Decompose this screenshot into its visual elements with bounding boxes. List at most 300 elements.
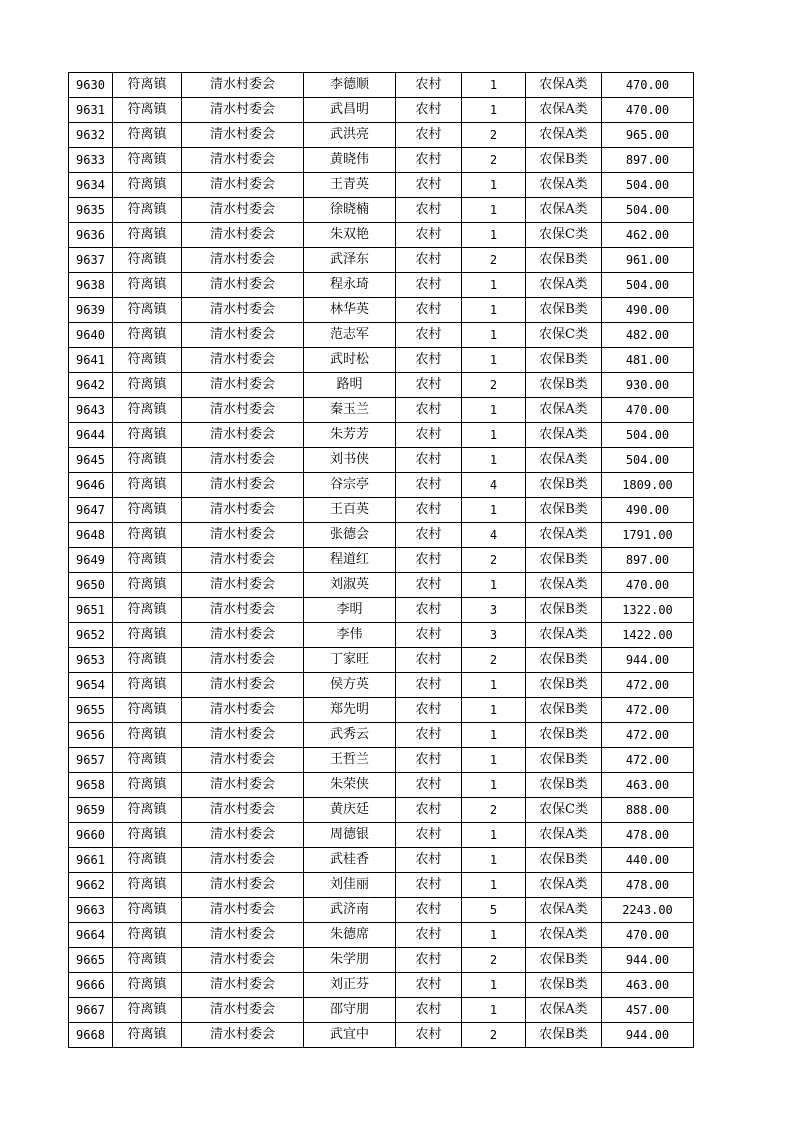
serial-cell: 9646 xyxy=(69,473,113,498)
serial-cell: 9636 xyxy=(69,223,113,248)
amount-cell: 930.00 xyxy=(602,373,694,398)
village-cell: 清水村委会 xyxy=(182,648,304,673)
category-cell: 农保B类 xyxy=(526,848,602,873)
table-row xyxy=(69,373,694,398)
serial-cell: 9658 xyxy=(69,773,113,798)
town-cell: 符离镇 xyxy=(113,898,182,923)
count-cell: 1 xyxy=(462,298,526,323)
table-row xyxy=(69,348,694,373)
table-row xyxy=(69,548,694,573)
name-cell: 邵守朋 xyxy=(304,998,396,1023)
category-cell: 农保B类 xyxy=(526,1023,602,1048)
category-cell: 农保A类 xyxy=(526,523,602,548)
serial-cell: 9642 xyxy=(69,373,113,398)
amount-cell: 961.00 xyxy=(602,248,694,273)
type-cell: 农村 xyxy=(396,873,462,898)
amount-cell: 470.00 xyxy=(602,98,694,123)
table-row xyxy=(69,598,694,623)
amount-cell: 478.00 xyxy=(602,823,694,848)
village-cell: 清水村委会 xyxy=(182,823,304,848)
category-cell: 农保C类 xyxy=(526,798,602,823)
count-cell: 4 xyxy=(462,523,526,548)
village-cell: 清水村委会 xyxy=(182,473,304,498)
town-cell: 符离镇 xyxy=(113,648,182,673)
count-cell: 2 xyxy=(462,148,526,173)
type-cell: 农村 xyxy=(396,148,462,173)
village-cell: 清水村委会 xyxy=(182,323,304,348)
name-cell: 丁家旺 xyxy=(304,648,396,673)
serial-cell: 9662 xyxy=(69,873,113,898)
name-cell: 朱学朋 xyxy=(304,948,396,973)
amount-cell: 897.00 xyxy=(602,148,694,173)
type-cell: 农村 xyxy=(396,123,462,148)
serial-cell: 9648 xyxy=(69,523,113,548)
village-cell: 清水村委会 xyxy=(182,223,304,248)
village-cell: 清水村委会 xyxy=(182,298,304,323)
serial-cell: 9645 xyxy=(69,448,113,473)
type-cell: 农村 xyxy=(396,898,462,923)
table-row xyxy=(69,248,694,273)
amount-cell: 472.00 xyxy=(602,723,694,748)
town-cell: 符离镇 xyxy=(113,148,182,173)
table-row xyxy=(69,148,694,173)
village-cell: 清水村委会 xyxy=(182,623,304,648)
amount-cell: 504.00 xyxy=(602,273,694,298)
amount-cell: 470.00 xyxy=(602,73,694,98)
category-cell: 农保A类 xyxy=(526,573,602,598)
category-cell: 农保B类 xyxy=(526,148,602,173)
count-cell: 1 xyxy=(462,273,526,298)
village-cell: 清水村委会 xyxy=(182,1023,304,1048)
type-cell: 农村 xyxy=(396,423,462,448)
amount-cell: 888.00 xyxy=(602,798,694,823)
name-cell: 武时松 xyxy=(304,348,396,373)
type-cell: 农村 xyxy=(396,448,462,473)
town-cell: 符离镇 xyxy=(113,1023,182,1048)
name-cell: 武宜中 xyxy=(304,1023,396,1048)
table-row xyxy=(69,698,694,723)
count-cell: 1 xyxy=(462,398,526,423)
name-cell: 林华英 xyxy=(304,298,396,323)
count-cell: 1 xyxy=(462,998,526,1023)
count-cell: 5 xyxy=(462,898,526,923)
category-cell: 农保A类 xyxy=(526,123,602,148)
count-cell: 1 xyxy=(462,698,526,723)
category-cell: 农保A类 xyxy=(526,98,602,123)
type-cell: 农村 xyxy=(396,498,462,523)
table-row xyxy=(69,998,694,1023)
village-cell: 清水村委会 xyxy=(182,748,304,773)
count-cell: 1 xyxy=(462,198,526,223)
table-row xyxy=(69,398,694,423)
town-cell: 符离镇 xyxy=(113,273,182,298)
type-cell: 农村 xyxy=(396,373,462,398)
category-cell: 农保B类 xyxy=(526,498,602,523)
name-cell: 王百英 xyxy=(304,498,396,523)
count-cell: 1 xyxy=(462,173,526,198)
name-cell: 黄庆廷 xyxy=(304,798,396,823)
town-cell: 符离镇 xyxy=(113,373,182,398)
serial-cell: 9664 xyxy=(69,923,113,948)
name-cell: 郑先明 xyxy=(304,698,396,723)
type-cell: 农村 xyxy=(396,598,462,623)
amount-cell: 472.00 xyxy=(602,673,694,698)
village-cell: 清水村委会 xyxy=(182,123,304,148)
category-cell: 农保C类 xyxy=(526,323,602,348)
type-cell: 农村 xyxy=(396,73,462,98)
category-cell: 农保A类 xyxy=(526,448,602,473)
serial-cell: 9644 xyxy=(69,423,113,448)
name-cell: 谷宗亭 xyxy=(304,473,396,498)
count-cell: 1 xyxy=(462,848,526,873)
table-row xyxy=(69,923,694,948)
town-cell: 符离镇 xyxy=(113,398,182,423)
town-cell: 符离镇 xyxy=(113,198,182,223)
category-cell: 农保A类 xyxy=(526,398,602,423)
name-cell: 武昌明 xyxy=(304,98,396,123)
table-row xyxy=(69,898,694,923)
name-cell: 武洪亮 xyxy=(304,123,396,148)
amount-cell: 944.00 xyxy=(602,948,694,973)
category-cell: 农保B类 xyxy=(526,948,602,973)
village-cell: 清水村委会 xyxy=(182,348,304,373)
category-cell: 农保C类 xyxy=(526,223,602,248)
table-row xyxy=(69,498,694,523)
serial-cell: 9656 xyxy=(69,723,113,748)
village-cell: 清水村委会 xyxy=(182,173,304,198)
name-cell: 侯方英 xyxy=(304,673,396,698)
count-cell: 2 xyxy=(462,123,526,148)
village-cell: 清水村委会 xyxy=(182,923,304,948)
town-cell: 符离镇 xyxy=(113,873,182,898)
table-row xyxy=(69,123,694,148)
serial-cell: 9647 xyxy=(69,498,113,523)
name-cell: 武泽东 xyxy=(304,248,396,273)
type-cell: 农村 xyxy=(396,298,462,323)
name-cell: 朱芳芳 xyxy=(304,423,396,448)
village-cell: 清水村委会 xyxy=(182,773,304,798)
serial-cell: 9643 xyxy=(69,398,113,423)
table-row xyxy=(69,223,694,248)
table-row xyxy=(69,623,694,648)
category-cell: 农保B类 xyxy=(526,973,602,998)
count-cell: 2 xyxy=(462,548,526,573)
amount-cell: 440.00 xyxy=(602,848,694,873)
serial-cell: 9653 xyxy=(69,648,113,673)
amount-cell: 965.00 xyxy=(602,123,694,148)
name-cell: 徐晓楠 xyxy=(304,198,396,223)
village-cell: 清水村委会 xyxy=(182,848,304,873)
amount-cell: 504.00 xyxy=(602,173,694,198)
category-cell: 农保B类 xyxy=(526,298,602,323)
town-cell: 符离镇 xyxy=(113,423,182,448)
count-cell: 1 xyxy=(462,223,526,248)
village-cell: 清水村委会 xyxy=(182,973,304,998)
serial-cell: 9650 xyxy=(69,573,113,598)
serial-cell: 9655 xyxy=(69,698,113,723)
category-cell: 农保B类 xyxy=(526,748,602,773)
village-cell: 清水村委会 xyxy=(182,798,304,823)
town-cell: 符离镇 xyxy=(113,748,182,773)
category-cell: 农保B类 xyxy=(526,598,602,623)
count-cell: 1 xyxy=(462,723,526,748)
type-cell: 农村 xyxy=(396,973,462,998)
town-cell: 符离镇 xyxy=(113,498,182,523)
amount-cell: 481.00 xyxy=(602,348,694,373)
name-cell: 路明 xyxy=(304,373,396,398)
category-cell: 农保B类 xyxy=(526,698,602,723)
name-cell: 武济南 xyxy=(304,898,396,923)
village-cell: 清水村委会 xyxy=(182,873,304,898)
type-cell: 农村 xyxy=(396,998,462,1023)
town-cell: 符离镇 xyxy=(113,223,182,248)
name-cell: 程永琦 xyxy=(304,273,396,298)
town-cell: 符离镇 xyxy=(113,573,182,598)
category-cell: 农保B类 xyxy=(526,723,602,748)
count-cell: 2 xyxy=(462,1023,526,1048)
name-cell: 周德银 xyxy=(304,823,396,848)
table-row xyxy=(69,723,694,748)
amount-cell: 944.00 xyxy=(602,1023,694,1048)
serial-cell: 9633 xyxy=(69,148,113,173)
type-cell: 农村 xyxy=(396,673,462,698)
type-cell: 农村 xyxy=(396,948,462,973)
table-row xyxy=(69,873,694,898)
category-cell: 农保A类 xyxy=(526,998,602,1023)
town-cell: 符离镇 xyxy=(113,973,182,998)
amount-cell: 944.00 xyxy=(602,648,694,673)
type-cell: 农村 xyxy=(396,773,462,798)
count-cell: 1 xyxy=(462,573,526,598)
count-cell: 4 xyxy=(462,473,526,498)
category-cell: 农保B类 xyxy=(526,248,602,273)
type-cell: 农村 xyxy=(396,348,462,373)
count-cell: 1 xyxy=(462,98,526,123)
amount-cell: 490.00 xyxy=(602,298,694,323)
table-row xyxy=(69,573,694,598)
town-cell: 符离镇 xyxy=(113,823,182,848)
name-cell: 范志军 xyxy=(304,323,396,348)
count-cell: 2 xyxy=(462,248,526,273)
serial-cell: 9665 xyxy=(69,948,113,973)
village-cell: 清水村委会 xyxy=(182,373,304,398)
amount-cell: 478.00 xyxy=(602,873,694,898)
table-row xyxy=(69,298,694,323)
count-cell: 1 xyxy=(462,923,526,948)
town-cell: 符离镇 xyxy=(113,998,182,1023)
serial-cell: 9632 xyxy=(69,123,113,148)
name-cell: 武秀云 xyxy=(304,723,396,748)
type-cell: 农村 xyxy=(396,173,462,198)
table-row xyxy=(69,648,694,673)
town-cell: 符离镇 xyxy=(113,698,182,723)
amount-cell: 504.00 xyxy=(602,198,694,223)
serial-cell: 9635 xyxy=(69,198,113,223)
table-body xyxy=(69,73,694,1048)
town-cell: 符离镇 xyxy=(113,123,182,148)
category-cell: 农保B类 xyxy=(526,648,602,673)
amount-cell: 490.00 xyxy=(602,498,694,523)
name-cell: 秦玉兰 xyxy=(304,398,396,423)
table-row xyxy=(69,673,694,698)
category-cell: 农保A类 xyxy=(526,423,602,448)
town-cell: 符离镇 xyxy=(113,473,182,498)
type-cell: 农村 xyxy=(396,798,462,823)
village-cell: 清水村委会 xyxy=(182,898,304,923)
town-cell: 符离镇 xyxy=(113,323,182,348)
town-cell: 符离镇 xyxy=(113,798,182,823)
name-cell: 王青英 xyxy=(304,173,396,198)
count-cell: 1 xyxy=(462,773,526,798)
table-row xyxy=(69,198,694,223)
amount-cell: 472.00 xyxy=(602,698,694,723)
type-cell: 农村 xyxy=(396,398,462,423)
type-cell: 农村 xyxy=(396,748,462,773)
name-cell: 刘淑英 xyxy=(304,573,396,598)
type-cell: 农村 xyxy=(396,223,462,248)
category-cell: 农保B类 xyxy=(526,348,602,373)
name-cell: 刘正芬 xyxy=(304,973,396,998)
category-cell: 农保A类 xyxy=(526,898,602,923)
category-cell: 农保A类 xyxy=(526,923,602,948)
village-cell: 清水村委会 xyxy=(182,198,304,223)
village-cell: 清水村委会 xyxy=(182,248,304,273)
type-cell: 农村 xyxy=(396,323,462,348)
town-cell: 符离镇 xyxy=(113,598,182,623)
serial-cell: 9649 xyxy=(69,548,113,573)
village-cell: 清水村委会 xyxy=(182,398,304,423)
village-cell: 清水村委会 xyxy=(182,598,304,623)
category-cell: 农保A类 xyxy=(526,198,602,223)
table-row xyxy=(69,773,694,798)
serial-cell: 9652 xyxy=(69,623,113,648)
village-cell: 清水村委会 xyxy=(182,273,304,298)
category-cell: 农保B类 xyxy=(526,473,602,498)
name-cell: 王哲兰 xyxy=(304,748,396,773)
count-cell: 3 xyxy=(462,598,526,623)
name-cell: 刘佳丽 xyxy=(304,873,396,898)
category-cell: 农保A类 xyxy=(526,73,602,98)
amount-cell: 462.00 xyxy=(602,223,694,248)
serial-cell: 9661 xyxy=(69,848,113,873)
town-cell: 符离镇 xyxy=(113,298,182,323)
category-cell: 农保B类 xyxy=(526,673,602,698)
type-cell: 农村 xyxy=(396,573,462,598)
amount-cell: 504.00 xyxy=(602,448,694,473)
type-cell: 农村 xyxy=(396,523,462,548)
village-cell: 清水村委会 xyxy=(182,723,304,748)
town-cell: 符离镇 xyxy=(113,448,182,473)
serial-cell: 9641 xyxy=(69,348,113,373)
category-cell: 农保B类 xyxy=(526,373,602,398)
village-cell: 清水村委会 xyxy=(182,148,304,173)
table-row xyxy=(69,1023,694,1048)
village-cell: 清水村委会 xyxy=(182,998,304,1023)
amount-cell: 457.00 xyxy=(602,998,694,1023)
village-cell: 清水村委会 xyxy=(182,673,304,698)
count-cell: 2 xyxy=(462,648,526,673)
serial-cell: 9660 xyxy=(69,823,113,848)
town-cell: 符离镇 xyxy=(113,848,182,873)
town-cell: 符离镇 xyxy=(113,173,182,198)
serial-cell: 9663 xyxy=(69,898,113,923)
count-cell: 1 xyxy=(462,448,526,473)
records-table xyxy=(68,72,694,1048)
village-cell: 清水村委会 xyxy=(182,948,304,973)
serial-cell: 9634 xyxy=(69,173,113,198)
table-row xyxy=(69,173,694,198)
serial-cell: 9659 xyxy=(69,798,113,823)
type-cell: 农村 xyxy=(396,548,462,573)
serial-cell: 9667 xyxy=(69,998,113,1023)
town-cell: 符离镇 xyxy=(113,548,182,573)
name-cell: 张德会 xyxy=(304,523,396,548)
type-cell: 农村 xyxy=(396,1023,462,1048)
count-cell: 3 xyxy=(462,623,526,648)
count-cell: 1 xyxy=(462,673,526,698)
table-row xyxy=(69,523,694,548)
amount-cell: 504.00 xyxy=(602,423,694,448)
amount-cell: 897.00 xyxy=(602,548,694,573)
name-cell: 刘书侠 xyxy=(304,448,396,473)
serial-cell: 9668 xyxy=(69,1023,113,1048)
table-row xyxy=(69,423,694,448)
town-cell: 符离镇 xyxy=(113,98,182,123)
town-cell: 符离镇 xyxy=(113,73,182,98)
count-cell: 1 xyxy=(462,973,526,998)
category-cell: 农保A类 xyxy=(526,173,602,198)
amount-cell: 470.00 xyxy=(602,923,694,948)
type-cell: 农村 xyxy=(396,198,462,223)
count-cell: 2 xyxy=(462,948,526,973)
table-row xyxy=(69,823,694,848)
amount-cell: 482.00 xyxy=(602,323,694,348)
category-cell: 农保B类 xyxy=(526,548,602,573)
type-cell: 农村 xyxy=(396,823,462,848)
name-cell: 李伟 xyxy=(304,623,396,648)
amount-cell: 463.00 xyxy=(602,773,694,798)
count-cell: 2 xyxy=(462,798,526,823)
serial-cell: 9631 xyxy=(69,98,113,123)
type-cell: 农村 xyxy=(396,248,462,273)
count-cell: 1 xyxy=(462,498,526,523)
village-cell: 清水村委会 xyxy=(182,98,304,123)
town-cell: 符离镇 xyxy=(113,923,182,948)
table-row xyxy=(69,98,694,123)
count-cell: 1 xyxy=(462,73,526,98)
category-cell: 农保A类 xyxy=(526,623,602,648)
name-cell: 武桂香 xyxy=(304,848,396,873)
serial-cell: 9639 xyxy=(69,298,113,323)
town-cell: 符离镇 xyxy=(113,248,182,273)
name-cell: 朱荣侠 xyxy=(304,773,396,798)
category-cell: 农保A类 xyxy=(526,273,602,298)
name-cell: 朱德席 xyxy=(304,923,396,948)
serial-cell: 9638 xyxy=(69,273,113,298)
village-cell: 清水村委会 xyxy=(182,523,304,548)
town-cell: 符离镇 xyxy=(113,623,182,648)
name-cell: 李德顺 xyxy=(304,73,396,98)
table-row xyxy=(69,948,694,973)
type-cell: 农村 xyxy=(396,473,462,498)
table-row xyxy=(69,848,694,873)
village-cell: 清水村委会 xyxy=(182,573,304,598)
type-cell: 农村 xyxy=(396,98,462,123)
type-cell: 农村 xyxy=(396,648,462,673)
category-cell: 农保A类 xyxy=(526,823,602,848)
table-row xyxy=(69,973,694,998)
count-cell: 1 xyxy=(462,748,526,773)
